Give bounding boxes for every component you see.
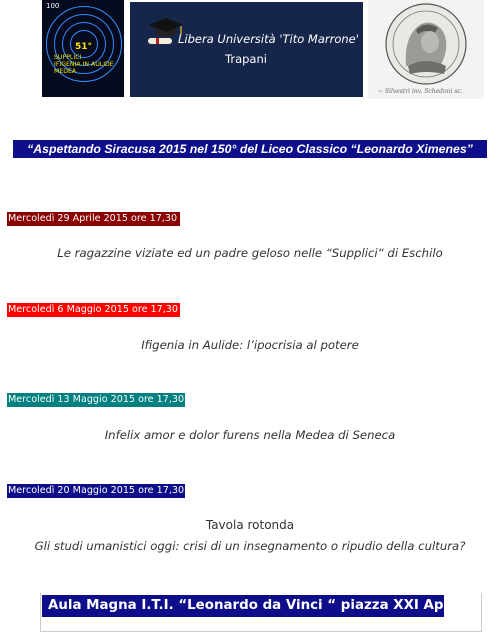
event-talk-2: Ifigenia in Aulide: l’ipocrisia al potere: [141, 338, 359, 352]
event-series-title: “Aspettando Siracusa 2015 nel 150° del Liceo Classico “Leonardo Ximenes”: [13, 140, 487, 158]
poster-play-titles: [54, 54, 114, 75]
event-talk-3: Infelix amor e dolor furens nella Medea di Seneca: [104, 428, 396, 442]
university-city: Trapani: [225, 52, 267, 66]
medal-portrait-icon: [368, 0, 484, 99]
event-date-3: Mercoledì 13 Maggio 2015 ore 17,30: [8, 394, 185, 405]
poster-edition: 51°: [75, 42, 93, 52]
event-date-1: Mercoledì 29 Aprile 2015 ore 17,30: [7, 212, 180, 226]
poster-play-title: SUPPLICI: [54, 54, 82, 61]
venue-bar: Aula Magna I.T.I. “Leonardo da Vinci “ piazza XXI Aprile: [42, 595, 444, 617]
poster-anniversary: 100: [46, 2, 60, 10]
university-name: Libera Università 'Tito Marrone': [178, 32, 359, 46]
svg-text:~ Silvestri inv. Sc: ~ Silvestri inv. Schedoni sc.: [378, 88, 463, 95]
medal-portrait-image: [368, 0, 484, 99]
event-talk-1: Le ragazzine viziate ed un padre geloso nelle “Supplici“ di Eschilo: [57, 246, 443, 260]
university-banner: [130, 2, 363, 97]
event-date-4: Mercoledì 20 Maggio 2015 ore 17,30: [8, 485, 185, 496]
round-table-title: Tavola rotonda: [205, 518, 295, 532]
poster-play-title: IFIGENIA IN AULIDE: [54, 61, 114, 68]
event-date-2: Mercoledì 6 Maggio 2015 ore 17,30: [8, 304, 178, 315]
round-table-subtitle: Gli studi umanistici oggi: crisi di un insegnamento o ripudio della cultura?: [34, 539, 466, 553]
festival-poster-image: [42, 0, 124, 97]
poster-play-title: MEDEA: [54, 68, 77, 75]
